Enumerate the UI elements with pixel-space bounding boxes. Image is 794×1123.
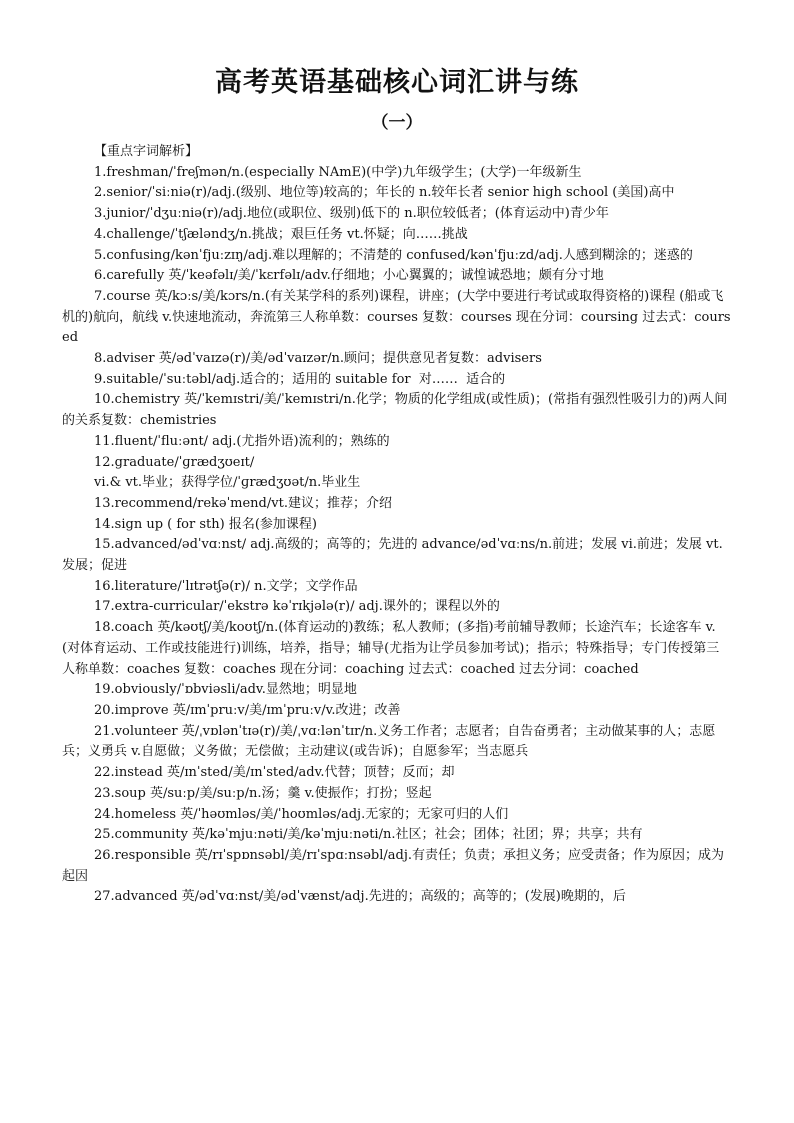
vocab-entry: 1.freshman/ˈfreʃmən/n.(especially NAmE)(中学)九年级学生；(大学)一年级新生 bbox=[94, 164, 582, 180]
section-header: 【重点字词解析】 bbox=[94, 144, 199, 159]
vocab-entry: 25.community 英/kəˈmjuːnəti/美/kəˈmjuːnəti/n.社区；社会；团体；社团；界；共享；共有 bbox=[94, 827, 643, 843]
vocab-entry: 13.recommend/rekəˈmend/vt.建议；推荐；介绍 bbox=[94, 495, 392, 511]
vocab-entry: 12.graduate/ˈɡrædʒʊeɪt/ bbox=[94, 454, 255, 470]
vocab-entry: 19.obviously/ˈɒbviəsli/adv.显然地；明显地 bbox=[94, 682, 357, 698]
vocab-entry: 18.coach 英/kəʊtʃ/美/koʊtʃ/n.(体育运动的)教练；私人教师；(多指)考前辅导教师；长途汽车；长途客车 v.(对体育运动、工作或技能进行)训练，培养，指导；辅导(尤指为让学员参加考试)；指示；特殊指导；专门传授第三人称单数：coaches 复数：coaches 现在分词：coaching 过去式：coached 过去分词：coached bbox=[62, 620, 720, 677]
vocab-entry: 21.volunteer 英/ˌvɒlənˈtɪə(r)/美/ˌvɑːlənˈtɪr/n.义务工作者；志愿者；自告奋勇者；主动做某事的人；志愿兵；义勇兵 v.自愿做；义务做；无偿做；主动建议(或告诉)；自愿参军；当志愿兵 bbox=[62, 723, 716, 760]
vocab-entry: 3.junior/ˈdʒuːniə(r)/adj.地位(或职位、级别)低下的 n.职位较低者；(体育运动中)青少年 bbox=[94, 206, 609, 222]
vocab-entry: 2.senior/ˈsiːniə(r)/adj.(级别、地位等)较高的；年长的 n.较年长者 senior high school (美国)高中 bbox=[94, 185, 675, 201]
vocab-entry: 20.improve 英/ɪmˈpruːv/美/ɪmˈpruːv/v.改进；改善 bbox=[94, 702, 401, 718]
vocab-entry: vi.& vt.毕业；获得学位/ˈɡrædʒʊət/n.毕业生 bbox=[94, 475, 361, 491]
vocab-entry: 7.course 英/kɔːs/美/kɔrs/n.(有关某学科的系列)课程，讲座；(大学中要进行考试或取得资格的)课程 (船或飞机的)航向，航线 v.快速地流动，奔流第三人称单数：courses 复数：courses 现在分词：coursing 过去式：coursed bbox=[62, 288, 731, 346]
vocab-entry: 27.advanced 英/ədˈvɑːnst/美/ədˈvænst/adj.先进的；高级的；高等的；(发展)晚期的，后 bbox=[94, 889, 626, 905]
vocab-entry: 11.fluent/ˈfluːənt/ adj.(尤指外语)流利的；熟练的 bbox=[94, 433, 390, 449]
vocab-entry: 5.confusing/kənˈfjuːzɪŋ/adj.难以理解的；不清楚的 confused/kənˈfjuːzd/adj.人感到糊涂的；迷惑的 bbox=[94, 247, 693, 263]
document-subtitle: （一） bbox=[371, 113, 423, 133]
vocab-entry: 10.chemistry 英/ˈkemɪstri/美/ˈkemɪstri/n.化学；物质的化学组成(或性质)；(常指有强烈性吸引力的)两人间的关系复数：chemistries bbox=[62, 392, 728, 429]
vocab-entry: 26.responsible 英/rɪˈspɒnsəbl/美/rɪˈspɑːnsəbl/adj.有责任；负责；承担义务；应受责备；作为原因；成为起因 bbox=[62, 847, 724, 884]
document-title: 高考英语基础核心词汇讲与练 bbox=[215, 67, 579, 98]
vocab-entry: 14.sign up ( for sth) 报名(参加课程) bbox=[94, 516, 317, 532]
vocab-entry: 6.carefully 英/ˈkeəfəlɪ/美/ˈkɛrfəlɪ/adv.仔细地；小心翼翼的；诚惶诚恐地；颇有分寸地 bbox=[94, 268, 604, 284]
vocab-entry: 15.advanced/ədˈvɑːnst/ adj.高级的；高等的；先进的 advance/ədˈvɑːns/n.前进；发展 vi.前进；发展 vt.发展；促进 bbox=[62, 537, 723, 574]
vocab-entry: 17.extra-curricular/ˈekstrə kəˈrɪkjələ(r)/ adj.课外的；课程以外的 bbox=[94, 599, 500, 615]
vocab-entry: 4.challenge/ˈtʃæləndʒ/n.挑战；艰巨任务 vt.怀疑；向……挑战 bbox=[94, 226, 468, 242]
vocab-entry: 23.soup 英/suːp/美/suːp/n.汤；羹 v.使振作；打扮；竖起 bbox=[94, 785, 432, 801]
vocab-entry: 16.literature/ˈlɪtrətʃə(r)/ n.文学；文学作品 bbox=[94, 578, 358, 594]
vocab-entry: 8.adviser 英/ədˈvaɪzə(r)/美/ədˈvaɪzər/n.顾问；提供意见者复数：advisers bbox=[94, 351, 542, 367]
vocabulary-list bbox=[62, 163, 732, 908]
vocab-entry: 24.homeless 英/ˈhəʊmləs/美/ˈhoʊmləs/adj.无家的；无家可归的人们 bbox=[94, 806, 509, 822]
vocab-entry: 22.instead 英/ɪnˈsted/美/ɪnˈsted/adv.代替；顶替；反而；却 bbox=[94, 765, 455, 781]
vocab-entry: 9.suitable/ˈsuːtəbl/adj.适合的；适用的 suitable for 对…… 适合的 bbox=[94, 371, 506, 387]
